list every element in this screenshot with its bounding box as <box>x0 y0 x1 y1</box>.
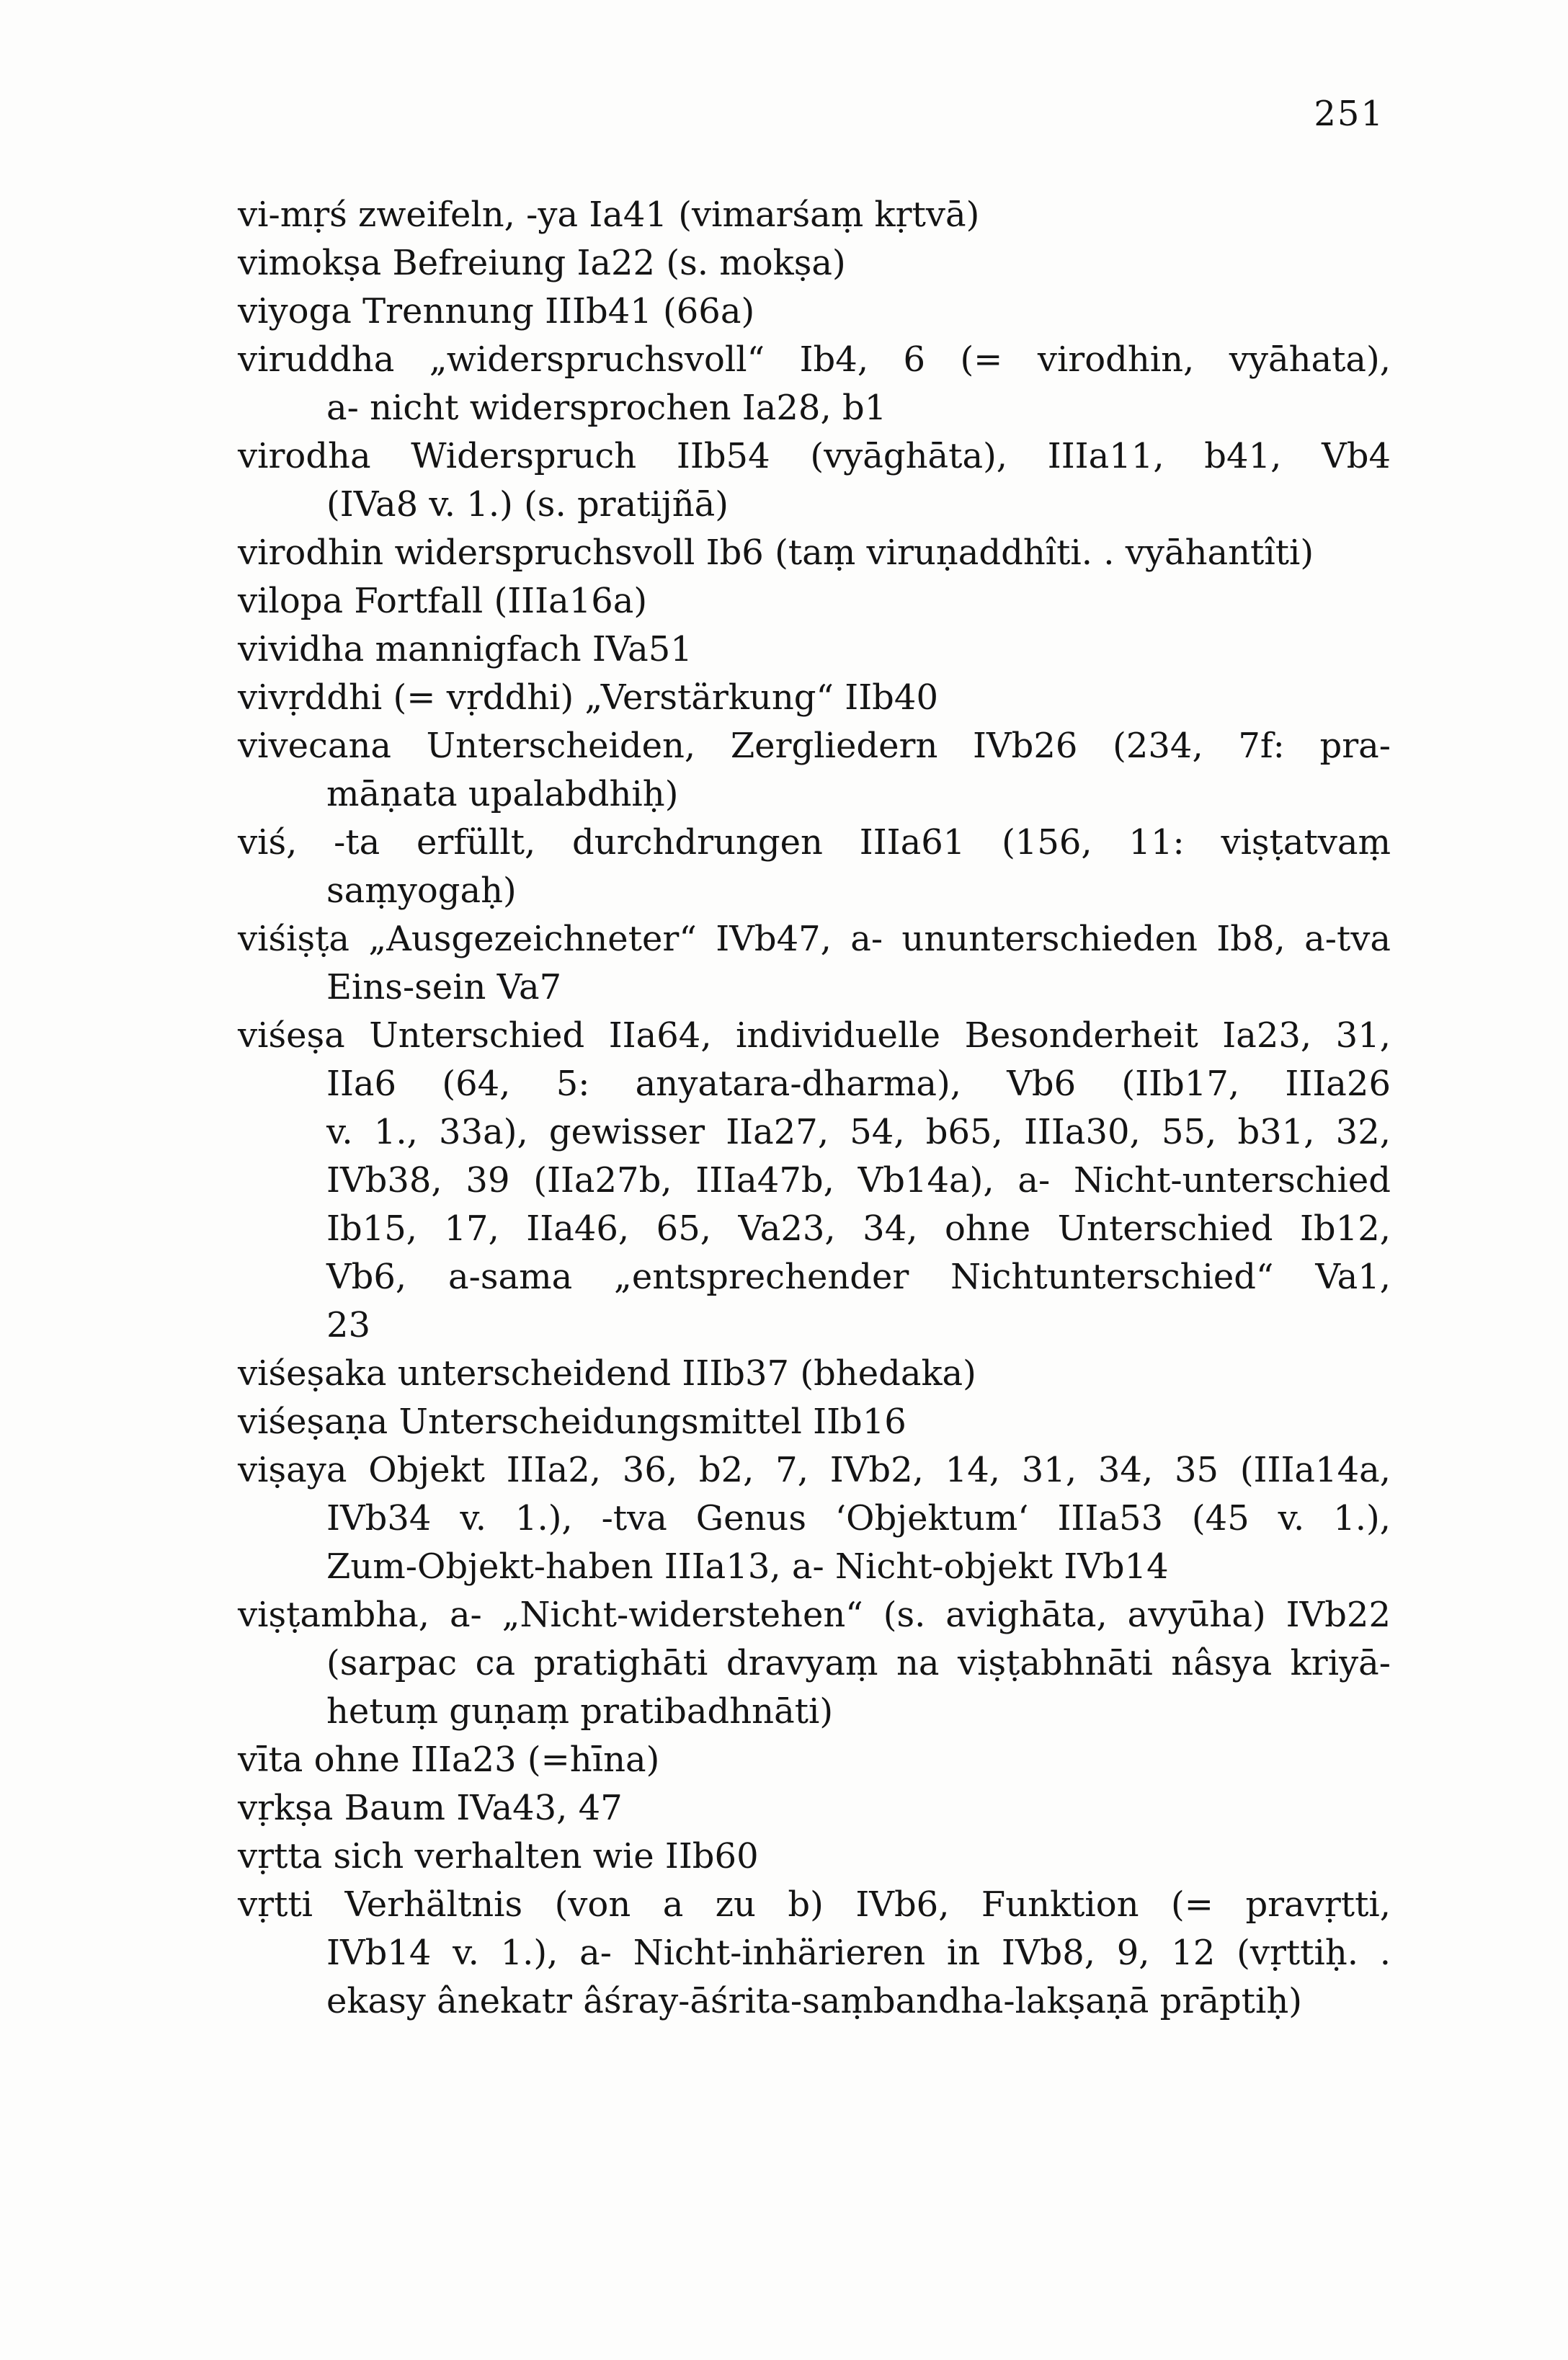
entry-continuation-line: hetuṃ guṇaṃ pratibadhnāti) <box>326 1691 834 1732</box>
glossary-entry <box>238 1446 1391 1591</box>
entry-headline: vivṛddhi (= vṛddhi) „Verstärkung“ IIb40 <box>238 677 938 718</box>
entry-continuation-line: māṇata upalabdhiḥ) <box>326 774 679 814</box>
page-number: 251 <box>1314 94 1384 134</box>
glossary-entry <box>238 819 1391 915</box>
glossary-entry <box>238 191 1391 239</box>
entry-headline: vividha mannigfach IVa51 <box>238 629 692 669</box>
entry-headline: vīta ohne IIIa23 (=hīna) <box>238 1740 660 1780</box>
entry-headline: viśeṣa Unterschied IIa64, individuelle Besonderheit Ia23, 31, <box>238 1015 1391 1056</box>
glossary-entry <box>238 1012 1391 1350</box>
glossary-entry <box>238 674 1391 722</box>
entry-continuation-line: (IVa8 v. 1.) (s. pratijñā) <box>326 484 729 525</box>
glossary-entry <box>238 239 1391 288</box>
entry-continuation-line: v. 1., 33a), gewisser IIa27, 54, b65, IIIa30, 55, b31, 32, <box>326 1112 1391 1152</box>
entry-headline: viṣṭambha, a- „Nicht-widerstehen“ (s. avighāta, avyūha) IVb22 <box>238 1595 1391 1635</box>
entry-headline: vimokṣa Befreiung Ia22 (s. mokṣa) <box>238 243 846 283</box>
entry-headline: viyoga Trennung IIIb41 (66a) <box>238 291 755 331</box>
glossary-entry <box>238 915 1391 1012</box>
entry-headline: vi-mṛś zweifeln, -ya Ia41 (vimarśaṃ kṛtvā) <box>238 195 980 235</box>
entry-continuation-line: IVb34 v. 1.), -tva Genus ‘Objektum‘ IIIa53 (45 v. 1.), <box>326 1498 1391 1539</box>
glossary-entry <box>238 1398 1391 1446</box>
glossary-entry <box>238 1881 1391 2026</box>
entry-continuation-line: IIa6 (64, 5: anyatara-dharma), Vb6 (IIb17, IIIa26 <box>326 1064 1391 1104</box>
entry-headline: vṛtta sich verhalten wie IIb60 <box>238 1836 759 1876</box>
glossary-entry <box>238 1833 1391 1881</box>
entry-continuation-line: Ib15, 17, IIa46, 65, Va23, 34, ohne Unterschied Ib12, <box>326 1208 1391 1249</box>
entry-headline: viruddha „widerspruchsvoll“ Ib4, 6 (= virodhin, vyāhata), <box>238 339 1391 380</box>
glossary-entry <box>238 722 1391 819</box>
glossary-entry <box>238 1784 1391 1833</box>
entry-headline: viśeṣaka unterscheidend IIIb37 (bhedaka) <box>238 1353 976 1394</box>
entry-headline: viśiṣṭa „Ausgezeichneter“ IVb47, a- ununterschieden Ib8, a-tva <box>238 919 1391 959</box>
entry-headline: vṛkṣa Baum IVa43, 47 <box>238 1788 623 1828</box>
entry-headline: vṛtti Verhältnis (von a zu b) IVb6, Funktion (= pravṛtti, <box>238 1884 1391 1925</box>
entry-headline: viśeṣaṇa Unterscheidungsmittel IIb16 <box>238 1402 906 1442</box>
entry-continuation-line: a- nicht widersprochen Ia28, b1 <box>326 388 887 428</box>
entry-headline: vilopa Fortfall (IIIa16a) <box>238 581 648 621</box>
glossary-entry <box>238 577 1391 625</box>
entry-continuation-line: Zum-Objekt-haben IIIa13, a- Nicht-objekt IVb14 <box>326 1546 1169 1587</box>
entry-continuation-line: Vb6, a-sama „entsprechender Nichtunterschied“ Va1, <box>326 1257 1391 1297</box>
entry-headline: virodhin widerspruchsvoll Ib6 (taṃ viruṇaddhîti. . vyāhantîti) <box>238 533 1314 573</box>
glossary-entry <box>238 288 1391 336</box>
glossary-entries <box>238 191 1391 2026</box>
entry-continuation-line: IVb14 v. 1.), a- Nicht-inhärieren in IVb8, 9, 12 (vṛttiḥ. . <box>326 1933 1391 1973</box>
glossary-entry <box>238 625 1391 674</box>
glossary-entry <box>238 432 1391 529</box>
entry-continuation-line: Eins-sein Va7 <box>326 967 562 1007</box>
glossary-entry <box>238 336 1391 432</box>
glossary-entry <box>238 1350 1391 1398</box>
entry-continuation-line: 23 <box>326 1305 371 1345</box>
entry-continuation-line: ekasy ânekatr âśray-āśrita-saṃbandha-lakṣaṇā prāptiḥ) <box>326 1981 1302 2021</box>
glossary-entry <box>238 1591 1391 1736</box>
entry-headline: viṣaya Objekt IIIa2, 36, b2, 7, IVb2, 14, 31, 34, 35 (IIIa14a, <box>238 1450 1391 1490</box>
entry-continuation-line: saṃyogaḥ) <box>326 870 517 911</box>
entry-headline: virodha Widerspruch IIb54 (vyāghāta), IIIa11, b41, Vb4 <box>238 436 1391 476</box>
glossary-entry <box>238 529 1391 577</box>
glossary-entry <box>238 1736 1391 1784</box>
entry-continuation-line: IVb38, 39 (IIa27b, IIIa47b, Vb14a), a- Nicht-unterschied <box>326 1160 1391 1201</box>
entry-continuation-line: (sarpac ca pratighāti dravyaṃ na viṣṭabhnāti nâsya kriyā- <box>326 1643 1391 1683</box>
entry-headline: vivecana Unterscheiden, Zergliedern IVb26 (234, 7f: pra- <box>238 726 1391 766</box>
entry-headline: viś, -ta erfüllt, durchdrungen IIIa61 (156, 11: viṣṭatvaṃ <box>238 822 1391 863</box>
